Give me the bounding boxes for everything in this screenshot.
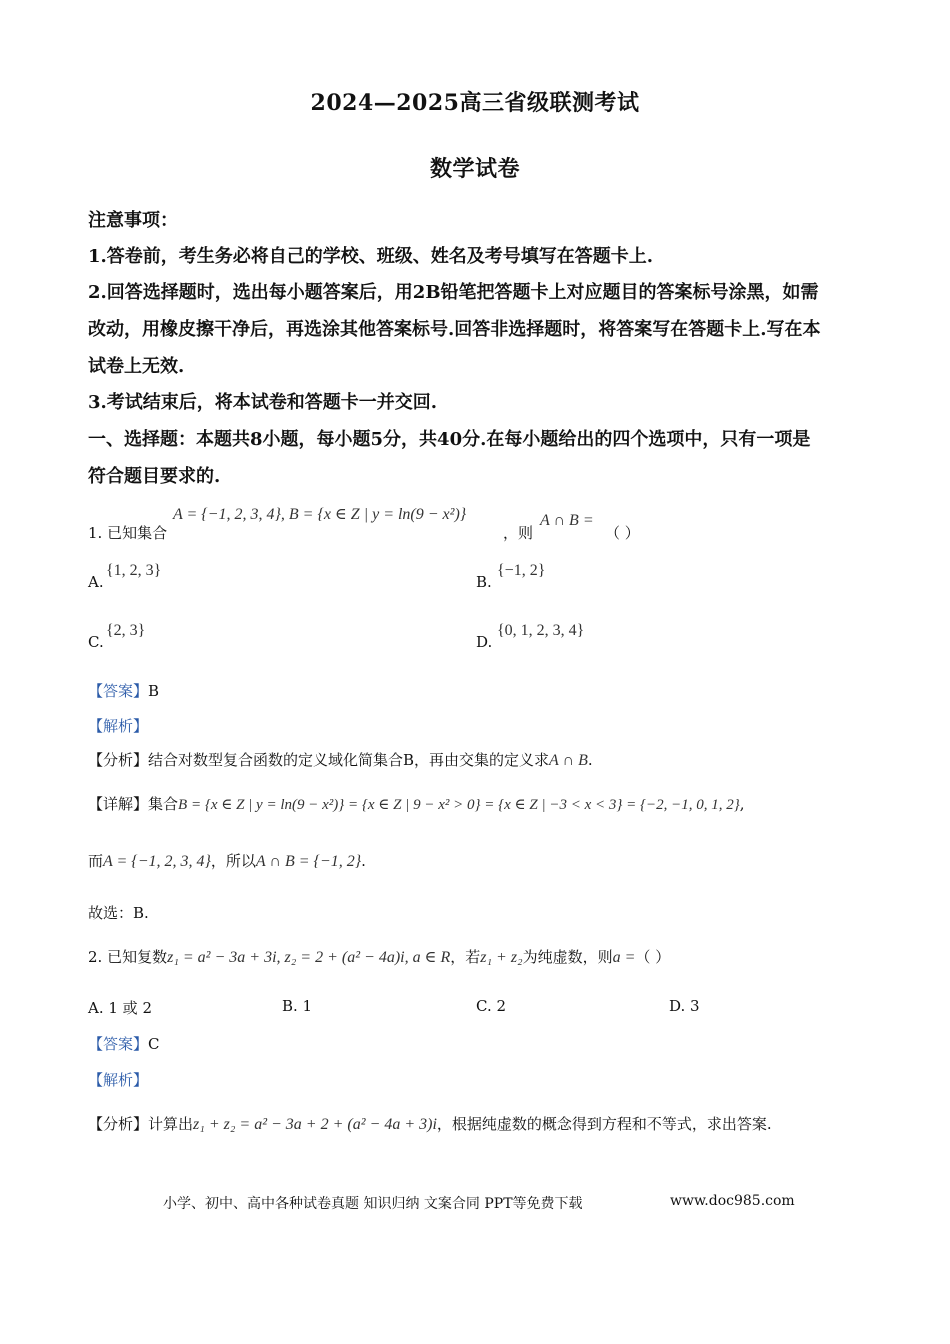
exam-subtitle: 数学试卷 — [429, 156, 520, 182]
q1-suoyi: ，所以 — [210, 852, 256, 870]
section-heading-line-1: 一、选择题：本题共8小题，每小题5分，共40分.在每小题给出的四个选项中，只有一项是 — [88, 429, 811, 450]
q2-expr: z₁ = a² − 3a + 3i, z₂ = 2 + (a² − 4a)i, a ∈ R — [167, 949, 451, 966]
fenxi-tag: 【分析】 — [88, 1115, 149, 1133]
q1-fenxi-end: . — [587, 751, 593, 769]
q1-prefix: 1. 已知集合 — [88, 524, 168, 542]
q2-sum: z₁ + z₂ — [480, 949, 523, 966]
answer-tag: 【答案】 — [88, 682, 149, 700]
q1-then: ，则 — [503, 524, 534, 542]
footer-text: 小学、初中、高中各种试卷真题 知识归纳 文案合同 PPT等免费下载 — [163, 1196, 583, 1212]
q2-stem-row — [88, 946, 670, 967]
q2-option-a: A. 1 或 2 — [88, 999, 152, 1017]
notice-item-2-line-1: 2.回答选择题时，选出每小题答案后，用2B铅笔把答题卡上对应题目的答案标号涂黑，如需 — [88, 282, 819, 303]
q1-result-row — [88, 850, 366, 871]
q2-fenxi-end: ，根据纯虚数的概念得到方程和不等式，求出答案. — [436, 1115, 772, 1133]
notice-item-3: 3.考试结束后，将本试卷和答题卡一并交回. — [88, 392, 438, 413]
notice-item-1: 1.答卷前，考生务必将自己的学校、班级、姓名及考号填写在答题卡上. — [88, 246, 654, 267]
q2-option-b: B. 1 — [282, 997, 313, 1015]
q1-suoyi-expr: A ∩ B = {−1, 2} — [255, 853, 362, 870]
q1-fenxi-expr: A ∩ B — [549, 752, 588, 769]
xiangjie-tag: 【详解】 — [88, 795, 149, 813]
q2-fenxi-row — [88, 1113, 772, 1134]
q1-option-a-label: A. — [88, 573, 104, 591]
q2-prefix: 2. 已知复数 — [88, 948, 168, 966]
section-heading-line-2: 符合题目要求的. — [88, 466, 221, 487]
notice-heading: 注意事项： — [88, 210, 178, 231]
q1-fenxi-row — [88, 749, 593, 770]
q1-answer: B — [148, 682, 160, 700]
q2-fenxi-expr: z₁ + z₂ = a² − 3a + 2 + (a² − 4a + 3)i — [193, 1116, 437, 1133]
answer-tag: 【答案】 — [88, 1035, 149, 1053]
q1-option-a: {1, 2, 3} — [106, 562, 162, 579]
q2-answer-row — [88, 1033, 160, 1054]
footer-url[interactable]: www.doc985.com — [670, 1193, 795, 1209]
q1-option-b-label: B. — [476, 573, 492, 591]
q2-option-c: C. 2 — [476, 997, 507, 1015]
q2-ruo: ，若 — [450, 948, 481, 966]
notice-item-2-line-2: 改动，用橡皮擦干净后，再选涂其他答案标号.回答非选择题时，将答案写在答题卡上.写在本 — [88, 319, 821, 340]
q1-er-expr: A = {−1, 2, 3, 4} — [103, 853, 211, 870]
q1-option-c: {2, 3} — [106, 622, 146, 639]
q1-option-b: {−1, 2} — [497, 562, 546, 579]
fenxi-tag: 【分析】 — [88, 751, 149, 769]
q1-option-d-label: D. — [476, 633, 493, 651]
q2-answer: C — [148, 1035, 160, 1053]
q1-answer-row — [88, 680, 159, 701]
q1-option-d: {0, 1, 2, 3, 4} — [497, 622, 585, 639]
q1-xiangjie-expr: B = {x ∈ Z | y = ln(9 − x²)} = {x ∈ Z | 9 − x² > 0} = {x ∈ Z | −3 < x < 3} = {−2, −1, 0, 1, 2} — [178, 797, 740, 813]
q1-option-c-label: C. — [88, 633, 104, 651]
exam-title: 2024—2025高三省级联测考试 — [310, 90, 640, 116]
analysis-tag: 【解析】 — [88, 717, 149, 735]
q1-intersection-formula: A ∩ B = — [540, 512, 594, 529]
q1-conclusion: 故选：B. — [88, 904, 149, 922]
q1-xiangjie-row — [88, 793, 745, 814]
q2-option-d: D. 3 — [669, 997, 700, 1015]
q1-suoyi-end: . — [361, 852, 366, 870]
q2-pure: 为纯虚数，则 — [522, 948, 613, 966]
analysis-tag: 【解析】 — [88, 1071, 149, 1089]
q2-aeq: a = — [612, 949, 636, 966]
q1-er: 而 — [88, 852, 104, 870]
q2-paren: （ ） — [635, 948, 671, 966]
notice-item-2-line-3: 试卷上无效. — [88, 356, 185, 377]
q1-answer-paren: （ ） — [605, 524, 640, 542]
q1-xiangjie-end: , — [739, 795, 745, 813]
q1-fenxi-text: 结合对数型复合函数的定义域化简集合B，再由交集的定义求 — [148, 751, 550, 769]
q1-sets-formula: A = {−1, 2, 3, 4}, B = {x ∈ Z | y = ln(9 − x²)} — [173, 506, 467, 523]
q2-fenxi-pre: 计算出 — [148, 1115, 194, 1133]
q1-xiangjie-pre: 集合 — [148, 795, 179, 813]
